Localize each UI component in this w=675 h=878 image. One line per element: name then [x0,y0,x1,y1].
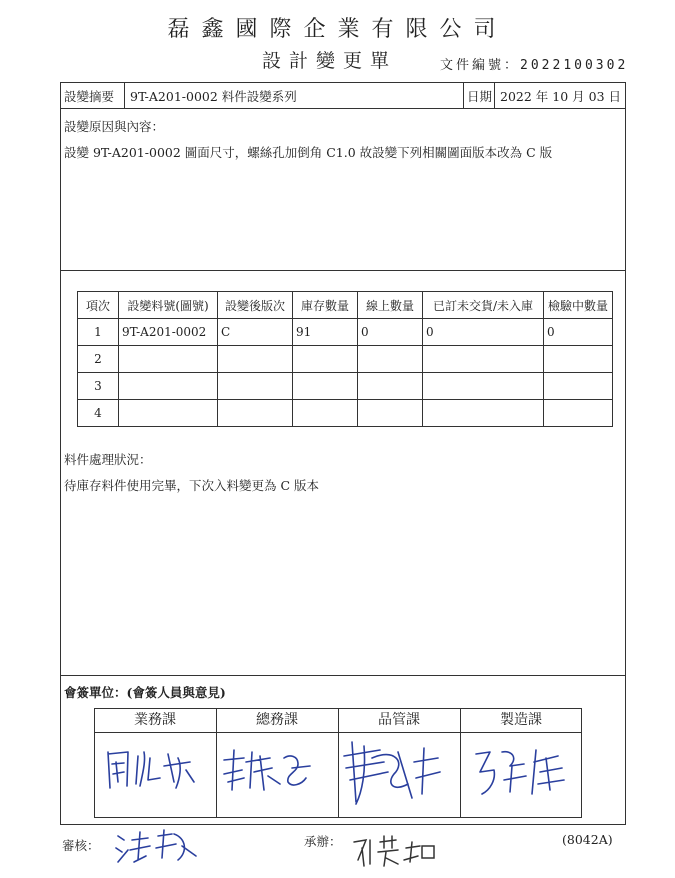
items-table [77,291,613,427]
signature-area [94,732,582,818]
col-header: 線上數量 [358,292,423,319]
table-cell [423,400,544,427]
signature-general-affairs [224,750,310,790]
divider [124,83,125,108]
summary-label: 設變摘要 [64,89,115,104]
review-signature [112,826,202,866]
divider [61,108,625,109]
table-cell [293,400,358,427]
table-cell: 0 [423,319,544,346]
signature-sales [108,752,194,788]
table-cell [358,346,423,373]
handler-signature [348,830,438,870]
col-header: 項次 [78,292,119,319]
date-value: 2022 年 10 月 03 日 [500,89,621,104]
table-cell: C [218,319,293,346]
review-label: 審核： [62,838,100,853]
table-cell [119,400,218,427]
dept-sales: 業務課 [134,712,176,728]
divider [61,270,625,271]
divider [61,675,625,676]
form-code: (8042A) [562,832,613,847]
table-cell: 9T-A201-0002 [119,319,218,346]
table-cell [293,373,358,400]
date-label: 日期 [467,89,493,104]
countersign-label: 會簽單位：(會簽人員與意見) [64,685,226,700]
table-cell [119,346,218,373]
col-header: 已訂未交貨/未入庫 [423,292,544,319]
table-cell: 2 [78,346,119,373]
table-cell: 0 [358,319,423,346]
table-row [78,400,613,427]
divider [463,83,464,108]
doc-no-value: 2022100302 [520,58,629,73]
table-cell [544,346,613,373]
table-cell [218,400,293,427]
handling-label: 料件處理狀況： [64,452,152,467]
table-row [78,319,613,346]
table-cell: 1 [78,319,119,346]
signature-manufacturing [476,750,564,794]
doc-no-label: 文件編號： [440,58,521,73]
table-header-row [78,292,613,319]
table-cell [218,373,293,400]
form-title: 設計變更單 [262,50,398,72]
company-name: 磊鑫國際企業有限公司 [167,17,508,42]
table-row [78,346,613,373]
summary-value: 9T-A201-0002 料件設變系列 [130,89,297,104]
table-cell [293,346,358,373]
col-header: 檢驗中數量 [544,292,613,319]
dept-quality-control: 品管課 [378,712,420,728]
col-header: 庫存數量 [293,292,358,319]
dept-general-affairs: 總務課 [256,712,298,728]
table-cell [544,400,613,427]
table-cell [423,373,544,400]
table-cell [218,346,293,373]
table-row [78,373,613,400]
document-number [440,54,628,73]
table-cell [358,400,423,427]
dept-manufacturing: 製造課 [500,712,542,728]
col-header: 設變料號(圖號) [119,292,218,319]
handler-label: 承辦： [304,834,342,849]
table-cell: 4 [78,400,119,427]
divider [494,83,495,108]
signature-quality-control [344,742,440,804]
table-cell [119,373,218,400]
handling-text: 待庫存料件使用完畢，下次入料變更為 C 版本 [64,478,320,493]
table-cell [423,346,544,373]
reason-label: 設變原因與內容： [64,119,165,134]
reason-text: 設變 9T-A201-0002 圖面尺寸，螺絲孔加倒角 C1.0 故設變下列相關圖面版本改為 C 版 [64,145,553,160]
table-cell [544,373,613,400]
table-cell: 3 [78,373,119,400]
table-cell [358,373,423,400]
table-cell: 91 [293,319,358,346]
col-header: 設變後版次 [218,292,293,319]
table-cell: 0 [544,319,613,346]
